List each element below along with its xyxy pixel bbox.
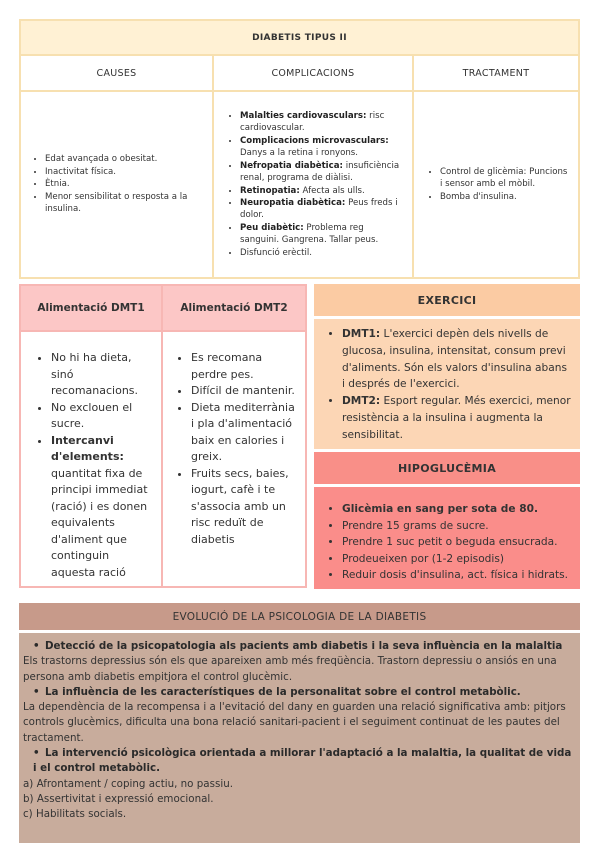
item-text: Disfunció erèctil. xyxy=(240,247,313,258)
item-term: Peu diabètic: xyxy=(240,222,304,233)
header-alimentacio-dmt1: Alimentació DMT1 xyxy=(21,286,163,330)
item-term: Glicèmia en sang per sota de 80. xyxy=(342,503,538,515)
diabetis-table xyxy=(19,19,580,279)
list-item xyxy=(342,534,574,551)
list-item: • Es recomana perdre pes. xyxy=(191,350,297,383)
alimentacio-table xyxy=(19,284,307,588)
psicologia-heading-2: • La influència de les característiques de la personalitat sobre el control metabòlic. xyxy=(23,685,576,700)
item-text: Danys a la retina i ronyons. xyxy=(240,148,359,159)
list-item xyxy=(342,551,574,568)
exercici-title: EXERCICI xyxy=(314,284,580,316)
list-item xyxy=(51,400,153,433)
item-text: No exclouen el sucre. xyxy=(51,400,133,430)
list-item xyxy=(342,326,572,393)
item-text: L'exercici depèn dels nivells de glucosa, insulina, intensitat, consum previ d'aliments. Són els valors d'insulina abans i després de l'exercici. xyxy=(342,328,567,391)
header-complicacions: COMPLICACIONS xyxy=(214,56,414,90)
item-term: Nefropatia diabètica: xyxy=(240,160,343,171)
list-item xyxy=(240,247,404,259)
causes-cell xyxy=(21,92,214,277)
hipoglucemia-title: HIPOGLUCÈMIA xyxy=(314,452,580,484)
list-item xyxy=(240,135,404,160)
item-term: Malalties cardiovasculars: xyxy=(240,111,367,122)
tractament-cell xyxy=(414,92,578,277)
list-item: • Difícil de mantenir. xyxy=(191,383,297,400)
psicologia-heading-1: • Detecció de la psicopatologia als pacients amb diabetis i la seva influència en la malaltia xyxy=(23,639,576,654)
item-text: Prendre 15 grams de sucre. xyxy=(342,519,489,532)
item-term: Retinopatia: xyxy=(240,185,300,196)
psicologia-heading-3: • La intervenció psicològica orientada a millorar l'adaptació a la malaltia, la qualitat de vida i el control metabòlic. xyxy=(23,746,576,777)
item-text: quantitat fixa de principi immediat (ració) i es donen equivalents d'aliment que continguin aquesta ració xyxy=(51,466,148,579)
item-text: Prendre 1 suc petit o beguda ensucrada. xyxy=(342,536,558,549)
dmt2-list xyxy=(163,350,305,548)
item-term: Intercanvi d'elements: xyxy=(51,433,124,463)
item-term: Complicacions microvasculars: xyxy=(240,135,389,146)
list-item: • Ètnia. xyxy=(45,178,206,190)
list-item: • Control de glicèmia: Puncions i sensor amb el mòbil. xyxy=(440,166,570,191)
table-title: DIABETIS TIPUS II xyxy=(21,21,578,56)
psicologia-title: EVOLUCIÓ DE LA PSICOLOGIA DE LA DIABETIS xyxy=(19,603,580,630)
dmt2-cell xyxy=(163,332,305,586)
list-item xyxy=(240,222,404,247)
list-item xyxy=(51,350,153,400)
list-item xyxy=(342,501,574,518)
hipoglucemia-body xyxy=(314,487,580,589)
item-text: Prodeueixen por (1-2 episodis) xyxy=(342,552,505,565)
psicologia-item-c: c) Habilitats socials. xyxy=(23,808,127,821)
item-text: Reduir dosis d'insulina, act. física i hidrats. xyxy=(342,569,569,582)
list-item xyxy=(240,197,404,222)
exercici-list xyxy=(314,326,572,444)
item-term: DMT1: xyxy=(342,328,381,340)
item-text: Peus freds i dolor. xyxy=(240,197,398,221)
psicologia-item-b: b) Assertivitat i expressió emocional. xyxy=(23,792,214,805)
item-text: risc cardiovascular. xyxy=(240,111,385,134)
item-text: insuficiència renal, programa de diàlisi. xyxy=(240,160,400,184)
item-text: Afecta als ulls. xyxy=(299,185,365,196)
causes-list xyxy=(21,153,212,215)
psicologia-paragraph-2: La dependència de la recompensa i a l'evitació del dany en guarden una relació significativa amb: pitjors controls glucèmics, dificulta una bona relació sanitari-pacient i el seguiment continuat de les pautes del tractament. xyxy=(23,701,566,744)
header-tractament: TRACTAMENT xyxy=(462,67,530,79)
list-item xyxy=(342,567,574,584)
list-item xyxy=(240,110,404,135)
list-item: • Inactivitat física. xyxy=(45,166,206,178)
item-term: DMT2: xyxy=(342,395,381,408)
list-item: • Dieta mediterrània i pla d'alimentació baix en calories i greix. xyxy=(191,400,297,466)
list-item: • Menor sensibilitat o resposta a la insulina. xyxy=(45,191,206,216)
complicacions-cell xyxy=(214,92,414,277)
dmt1-list xyxy=(21,350,161,581)
item-text: No hi ha dieta, sinó recomanacions. xyxy=(51,351,139,397)
list-item xyxy=(240,185,404,197)
list-item: • Bomba d'insulina. xyxy=(440,191,570,203)
header-alimentacio-dmt2: Alimentació DMT2 xyxy=(180,302,288,314)
psicologia-body xyxy=(19,633,580,843)
list-item xyxy=(342,393,572,443)
alimentacio-header xyxy=(21,286,305,332)
tractament-list xyxy=(414,166,578,203)
list-item xyxy=(342,518,574,535)
table-body-row xyxy=(21,92,578,277)
psicologia-item-a: a) Afrontament / coping actiu, no passiu. xyxy=(23,777,233,790)
psicologia-paragraph-1: Els trastorns depressius són els que apareixen amb més freqüència. Trastorn depressiu o ansiós en una persona amb diabetis empitjora el control glucèmic. xyxy=(23,655,557,683)
item-text: Esport regular. Més exercici, menor resistència a la insulina i augmenta la sensibilitat. xyxy=(342,395,571,441)
item-text: Problema reg sanguini. Gangrena. Tallar peus. xyxy=(240,222,379,246)
item-term: Neuropatia diabètica: xyxy=(240,197,346,208)
dmt1-cell xyxy=(21,332,163,586)
header-causes: CAUSES xyxy=(21,56,214,90)
list-item: • Edat avançada o obesitat. xyxy=(45,153,206,165)
complicacions-list xyxy=(214,110,412,259)
exercici-body xyxy=(314,319,580,449)
alimentacio-body xyxy=(21,332,305,586)
hipoglucemia-list xyxy=(314,501,574,584)
table-header-row xyxy=(21,56,578,92)
list-item xyxy=(51,433,153,582)
list-item xyxy=(240,160,404,185)
list-item: • Fruits secs, baies, iogurt, cafè i te s'associa amb un risc reduït de diabetis xyxy=(191,466,297,549)
